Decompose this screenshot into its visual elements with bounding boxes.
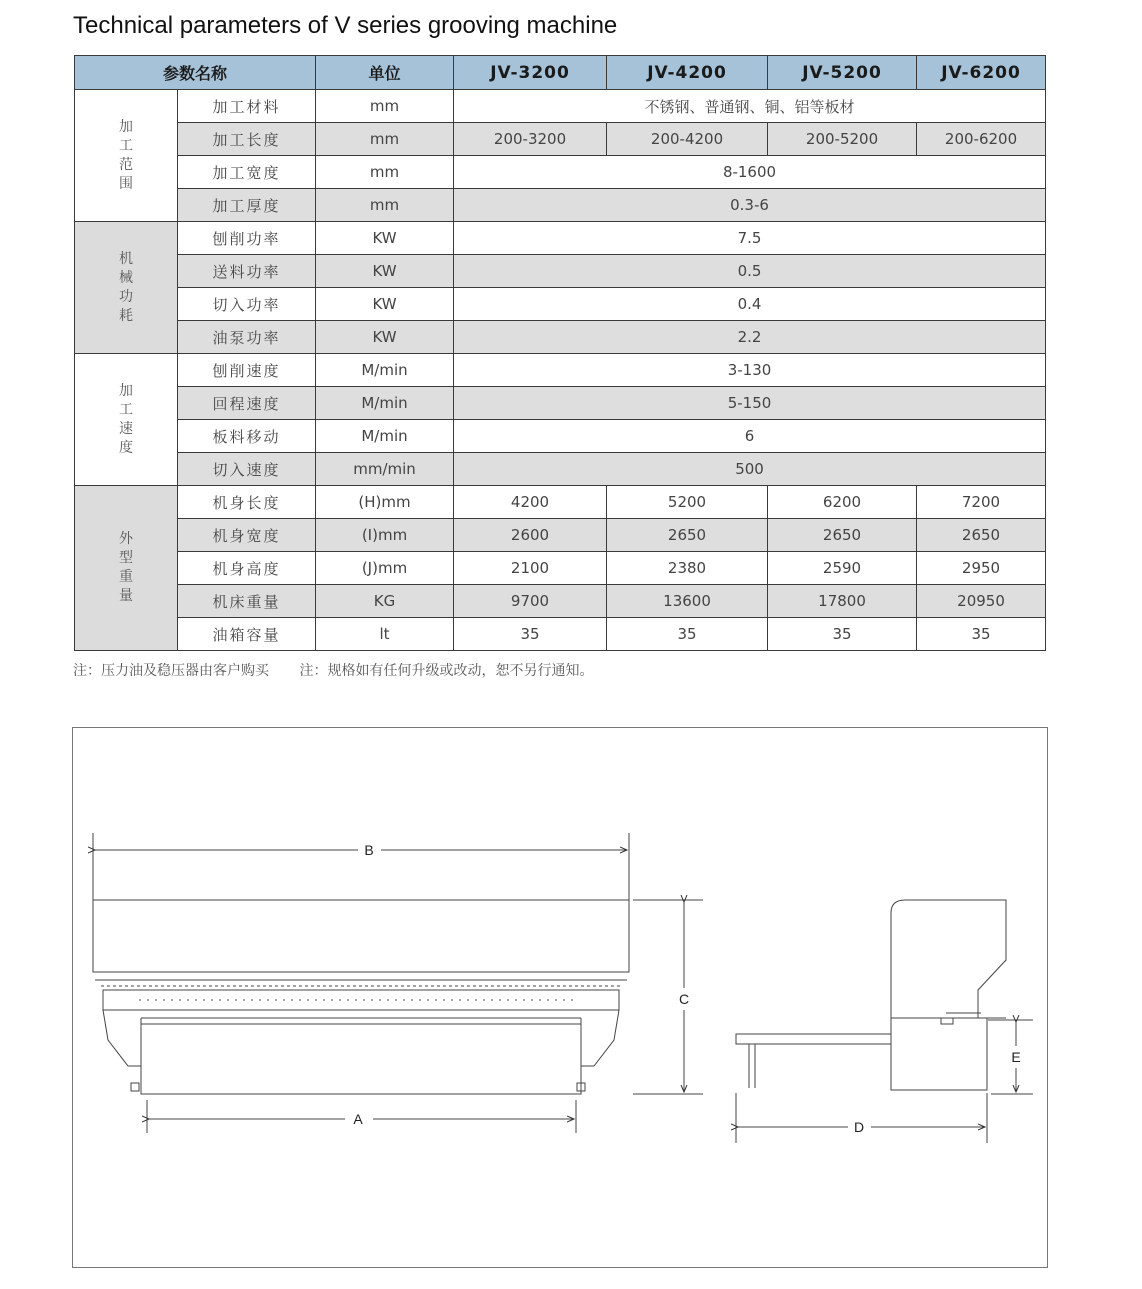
- side-lower-body: [891, 1018, 987, 1090]
- value-cell: 2380: [607, 552, 768, 585]
- value-cell-merged: 0.4: [454, 288, 1046, 321]
- side-view: [736, 900, 1033, 1143]
- table-row: [75, 90, 1046, 123]
- unit-cell: KW: [316, 222, 454, 255]
- unit-cell: mm: [316, 156, 454, 189]
- spec-table: [74, 55, 1046, 651]
- dim-label-d: D: [853, 1119, 865, 1135]
- value-cell: 7200: [917, 486, 1046, 519]
- param-name-cell: 加工长度: [178, 123, 316, 156]
- value-cell: 5200: [607, 486, 768, 519]
- machine-upper-body: [93, 900, 629, 972]
- table-row: [75, 288, 1046, 321]
- param-name-cell: 加工材料: [178, 90, 316, 123]
- param-name-cell: 板料移动: [178, 420, 316, 453]
- value-cell-merged: 0.5: [454, 255, 1046, 288]
- machine-dimension-drawing: [72, 727, 1048, 1268]
- table-row: [75, 519, 1046, 552]
- value-cell-merged: 5-150: [454, 387, 1046, 420]
- table-row: [75, 552, 1046, 585]
- side-upper-body: [891, 900, 1006, 1018]
- value-cell-merged: 不锈钢、普通钢、铜、铝等板材: [454, 90, 1046, 123]
- param-name-cell: 加工厚度: [178, 189, 316, 222]
- header-param-name: 参数名称: [75, 56, 316, 90]
- unit-cell: KW: [316, 321, 454, 354]
- value-cell: 2600: [454, 519, 607, 552]
- param-name-cell: 送料功率: [178, 255, 316, 288]
- table-row: [75, 618, 1046, 651]
- dim-label-c: C: [678, 991, 690, 1007]
- unit-cell: M/min: [316, 354, 454, 387]
- group-label-text: 机械功耗: [119, 250, 133, 324]
- unit-cell: mm/min: [316, 453, 454, 486]
- table-row: [75, 156, 1046, 189]
- value-cell: 2950: [917, 552, 1046, 585]
- header-model: JV-3200: [454, 56, 607, 90]
- value-cell: 35: [607, 618, 768, 651]
- note-customer-supply: 注：压力油及稳压器由客户购买: [73, 663, 269, 679]
- table-row: [75, 189, 1046, 222]
- header-unit: 单位: [316, 56, 454, 90]
- header-model: JV-6200: [917, 56, 1046, 90]
- value-cell: 35: [454, 618, 607, 651]
- value-cell: 6200: [768, 486, 917, 519]
- unit-cell: M/min: [316, 387, 454, 420]
- table-header-row: [75, 56, 1046, 90]
- value-cell: 2100: [454, 552, 607, 585]
- param-name-cell: 油箱容量: [178, 618, 316, 651]
- param-name-cell: 机床重量: [178, 585, 316, 618]
- unit-cell: mm: [316, 123, 454, 156]
- unit-cell: lt: [316, 618, 454, 651]
- side-table: [736, 1034, 891, 1044]
- value-cell: 2650: [917, 519, 1046, 552]
- table-row: [75, 387, 1046, 420]
- unit-cell: (I)mm: [316, 519, 454, 552]
- value-cell-merged: 0.3-6: [454, 189, 1046, 222]
- value-cell: 200-4200: [607, 123, 768, 156]
- table-row: [75, 222, 1046, 255]
- value-cell: 2650: [768, 519, 917, 552]
- value-cell: 4200: [454, 486, 607, 519]
- dim-label-a: A: [353, 1111, 363, 1127]
- group-label-text: 加工速度: [119, 382, 133, 456]
- notes: [73, 660, 593, 680]
- table-row: [75, 585, 1046, 618]
- page-title: Technical parameters of V series grooving machine: [73, 12, 618, 39]
- header-model: JV-4200: [607, 56, 768, 90]
- spec-table-body: [75, 90, 1046, 651]
- value-cell: 13600: [607, 585, 768, 618]
- param-name-cell: 切入功率: [178, 288, 316, 321]
- group-label: [75, 222, 178, 354]
- unit-cell: mm: [316, 189, 454, 222]
- value-cell: 2590: [768, 552, 917, 585]
- dim-label-b: B: [364, 842, 374, 858]
- value-cell-merged: 2.2: [454, 321, 1046, 354]
- param-name-cell: 切入速度: [178, 453, 316, 486]
- param-name-cell: 刨削速度: [178, 354, 316, 387]
- table-row: [75, 354, 1046, 387]
- value-cell: 17800: [768, 585, 917, 618]
- group-label-text: 外型重量: [119, 531, 133, 604]
- group-label-text: 加工范围: [119, 118, 133, 192]
- dim-label-e: E: [1011, 1049, 1021, 1065]
- value-cell-merged: 6: [454, 420, 1046, 453]
- value-cell: 35: [917, 618, 1046, 651]
- table-row: [75, 420, 1046, 453]
- param-name-cell: 机身高度: [178, 552, 316, 585]
- param-name-cell: 刨削功率: [178, 222, 316, 255]
- value-cell-merged: 8-1600: [454, 156, 1046, 189]
- note-spec-change: 注：规格如有任何升级或改动，恕不另行通知。: [299, 663, 594, 679]
- param-name-cell: 机身宽度: [178, 519, 316, 552]
- machine-leg-right: [581, 1010, 619, 1066]
- table-row: [75, 255, 1046, 288]
- machine-lower-frame: [141, 1024, 581, 1094]
- group-label: [75, 486, 178, 651]
- value-cell: 9700: [454, 585, 607, 618]
- table-row: [75, 453, 1046, 486]
- front-view: [93, 833, 703, 1133]
- value-cell: 200-5200: [768, 123, 917, 156]
- value-cell: 20950: [917, 585, 1046, 618]
- value-cell: 200-3200: [454, 123, 607, 156]
- param-name-cell: 机身长度: [178, 486, 316, 519]
- param-name-cell: 加工宽度: [178, 156, 316, 189]
- unit-cell: KW: [316, 255, 454, 288]
- drawing-svg: [73, 728, 1049, 1269]
- table-row: [75, 486, 1046, 519]
- unit-cell: KG: [316, 585, 454, 618]
- group-label: [75, 90, 178, 222]
- table-row: [75, 123, 1046, 156]
- unit-cell: M/min: [316, 420, 454, 453]
- table-row: [75, 321, 1046, 354]
- value-cell-merged: 7.5: [454, 222, 1046, 255]
- unit-cell: KW: [316, 288, 454, 321]
- unit-cell: (J)mm: [316, 552, 454, 585]
- value-cell: 200-6200: [917, 123, 1046, 156]
- param-name-cell: 油泵功率: [178, 321, 316, 354]
- value-cell: 35: [768, 618, 917, 651]
- unit-cell: (H)mm: [316, 486, 454, 519]
- group-label: [75, 354, 178, 486]
- unit-cell: mm: [316, 90, 454, 123]
- value-cell-merged: 500: [454, 453, 1046, 486]
- param-name-cell: 回程速度: [178, 387, 316, 420]
- machine-leg-left: [103, 1010, 141, 1066]
- header-model: JV-5200: [768, 56, 917, 90]
- value-cell-merged: 3-130: [454, 354, 1046, 387]
- value-cell: 2650: [607, 519, 768, 552]
